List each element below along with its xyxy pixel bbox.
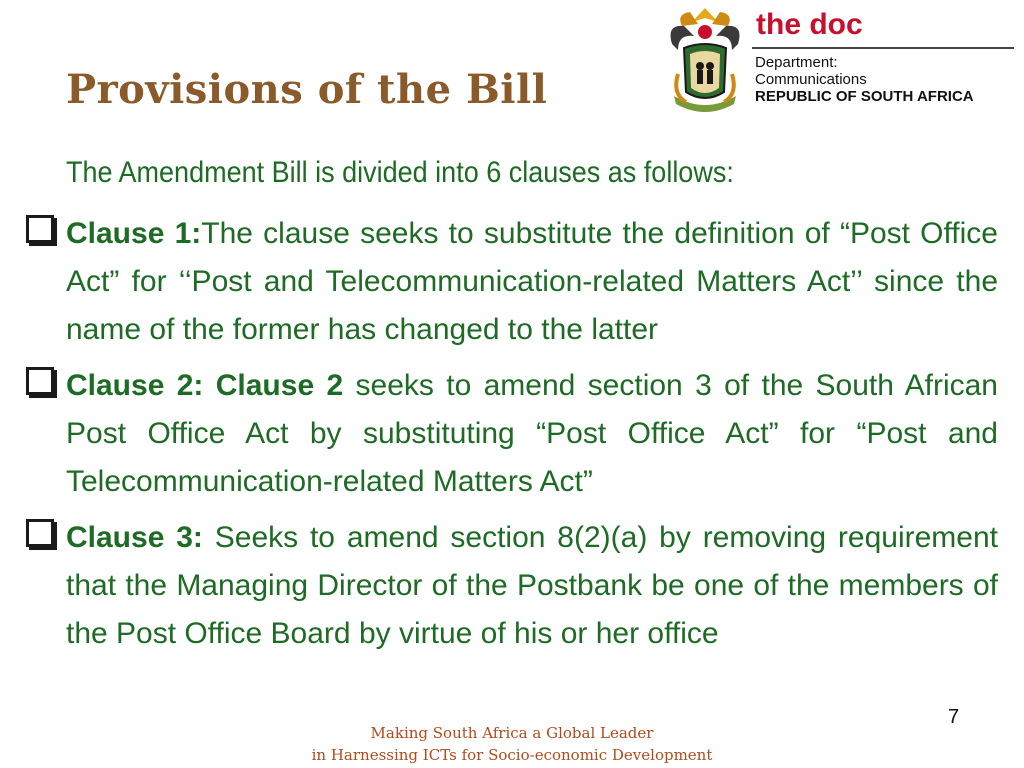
checkbox-bullet-icon <box>26 215 54 243</box>
clause-1-body: The clause seeks to substitute the definition of “Post Office Act” for ‘‘Post and Telecommunication-related Matters Act’’ since the name of the former has changed to the latter <box>66 217 998 346</box>
page-number: 7 <box>948 706 960 728</box>
footer-tagline <box>0 722 1024 766</box>
dept-line-3: REPUBLIC OF SOUTH AFRICA <box>755 88 974 105</box>
clause-1-label: Clause 1: <box>66 217 202 250</box>
checkbox-bullet-icon <box>26 519 54 547</box>
brand-wordmark <box>756 8 863 42</box>
clause-3-label: Clause 3: <box>66 521 203 554</box>
clause-3-bullet <box>26 514 998 658</box>
clause-1-text <box>66 210 998 354</box>
logo-divider <box>752 47 1014 49</box>
coat-of-arms-icon <box>664 4 746 116</box>
dept-line-2: Communications <box>755 71 867 88</box>
clause-1-bullet <box>26 210 998 354</box>
clause-3-text <box>66 514 998 658</box>
footer-line-1: Making South Africa a Global Leader <box>370 724 654 742</box>
clause-2-label: Clause 2: Clause 2 <box>66 369 344 402</box>
intro-text: The Amendment Bill is divided into 6 clauses as follows: <box>66 156 734 189</box>
department-text <box>755 54 974 105</box>
clause-2-body: seeks to amend section 3 of the South African Post Office Act by substituting “Post Office Act” for “Post and Telecommunication-related Matters Act” <box>66 369 998 498</box>
clause-3-body: Seeks to amend section 8(2)(a) by removing requirement that the Managing Director of the Postbank be one of the members of the Post Office Board by virtue of his or her office <box>66 521 998 650</box>
brand-the: the <box>756 8 801 41</box>
checkbox-bullet-icon <box>26 367 54 395</box>
clause-2-bullet <box>26 362 998 506</box>
department-logo <box>664 4 1020 118</box>
footer-line-2: in Harnessing ICTs for Socio-economic Development <box>311 746 713 764</box>
dept-line-1: Department: <box>755 54 838 71</box>
clause-2-text <box>66 362 998 506</box>
slide-title: Provisions of the Bill <box>66 66 548 113</box>
brand-doc: doc <box>809 8 863 41</box>
